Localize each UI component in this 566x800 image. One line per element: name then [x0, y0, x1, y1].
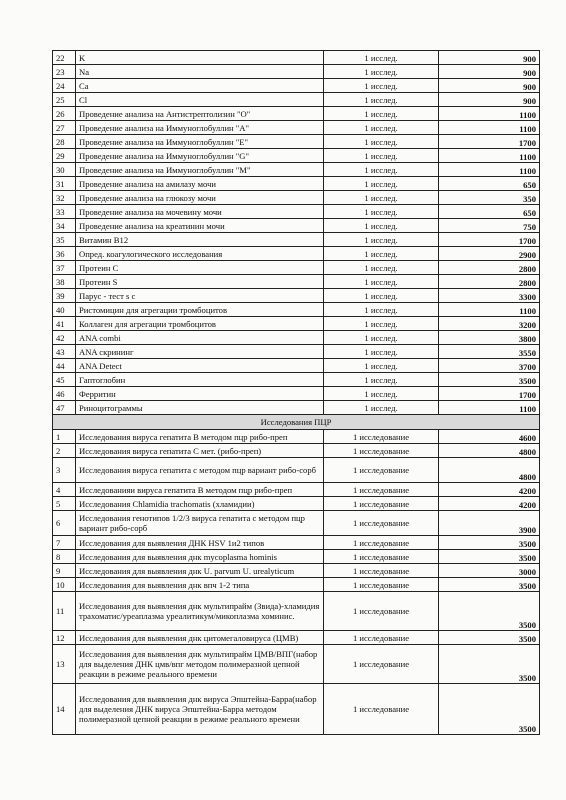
price-cell: 3000: [439, 564, 540, 578]
row-number: 23: [53, 65, 76, 79]
test-name: ANA Detect: [76, 359, 324, 373]
unit-cell: 1 исслед.: [324, 373, 439, 387]
price-cell: 3500: [439, 684, 540, 735]
row-number: 45: [53, 373, 76, 387]
table-row: [53, 592, 540, 631]
row-number: 39: [53, 289, 76, 303]
price-cell: 350: [439, 191, 540, 205]
table-row: [53, 430, 540, 444]
test-name: Протеин S: [76, 275, 324, 289]
row-number: 43: [53, 345, 76, 359]
test-name: Проведение анализа на креатинин мочи: [76, 219, 324, 233]
price-cell: 650: [439, 205, 540, 219]
table-row: [53, 65, 540, 79]
table-row: [53, 458, 540, 483]
row-number: 42: [53, 331, 76, 345]
test-name: K: [76, 51, 324, 65]
row-number: 36: [53, 247, 76, 261]
price-cell: 900: [439, 65, 540, 79]
unit-cell: 1 исслед.: [324, 331, 439, 345]
row-number: 10: [53, 578, 76, 592]
test-name: Исследования вируса гепатита В методом пцр рибо-преп: [76, 430, 324, 444]
test-name: Проведение анализа на мочевину мочи: [76, 205, 324, 219]
table-row: [53, 401, 540, 415]
unit-cell: 1 исследование: [324, 430, 439, 444]
test-name: Исследования для выявления днк мультипрайм (Звида)-хламидия трахоматис/уреаплазма уреалитикум/микоплазма хоминис.: [76, 592, 324, 631]
table-row: [53, 359, 540, 373]
table-row: [53, 578, 540, 592]
table-row: [53, 275, 540, 289]
row-number: 6: [53, 511, 76, 536]
table-row: [53, 107, 540, 121]
price-cell: 1700: [439, 233, 540, 247]
test-name: Исследования для выявления днк вируса Эпштейна-Барра(набор для выделения ДНК вируса Эпштейна-Барра методом полимеразной цепной реакции в режиме реального времени: [76, 684, 324, 735]
pcr-section: [53, 415, 540, 430]
row-number: 13: [53, 645, 76, 684]
price-cell: 4200: [439, 483, 540, 497]
row-number: 30: [53, 163, 76, 177]
row-number: 35: [53, 233, 76, 247]
unit-cell: 1 исследование: [324, 684, 439, 735]
test-name: Гаптоглобин: [76, 373, 324, 387]
price-cell: 1100: [439, 107, 540, 121]
price-cell: 3500: [439, 578, 540, 592]
unit-cell: 1 исслед.: [324, 107, 439, 121]
row-number: 41: [53, 317, 76, 331]
unit-cell: 1 исслед.: [324, 51, 439, 65]
price-cell: 4200: [439, 497, 540, 511]
price-cell: 3500: [439, 373, 540, 387]
table-row: [53, 317, 540, 331]
row-number: 32: [53, 191, 76, 205]
price-cell: 1100: [439, 121, 540, 135]
unit-cell: 1 исслед.: [324, 219, 439, 233]
price-cell: 3800: [439, 331, 540, 345]
table-row: [53, 387, 540, 401]
price-cell: 3550: [439, 345, 540, 359]
table-row: [53, 631, 540, 645]
unit-cell: 1 исслед.: [324, 317, 439, 331]
table-row: [53, 645, 540, 684]
test-name: Проведение анализа на Иммуноглобуллин "Е": [76, 135, 324, 149]
unit-cell: 1 исслед.: [324, 247, 439, 261]
row-number: 9: [53, 564, 76, 578]
test-name: Исследования вируса гепатита с методом пцр вариант рибо-сорб: [76, 458, 324, 483]
unit-cell: 1 исслед.: [324, 65, 439, 79]
table-row: [53, 684, 540, 735]
test-name: Исследования для выявления днк U. parvum U. urealyticum: [76, 564, 324, 578]
test-name: Na: [76, 65, 324, 79]
table-row: [53, 219, 540, 233]
table-row: [53, 550, 540, 564]
test-name: ANA combi: [76, 331, 324, 345]
unit-cell: 1 исслед.: [324, 79, 439, 93]
price-cell: 900: [439, 51, 540, 65]
row-number: 14: [53, 684, 76, 735]
test-name: Исследования для выявления днк цитомегаловируса (ЦМВ): [76, 631, 324, 645]
test-name: Проведение анализа на Иммуноглобуллин "М": [76, 163, 324, 177]
price-cell: 2800: [439, 275, 540, 289]
unit-cell: 1 исслед.: [324, 121, 439, 135]
table-row: [53, 564, 540, 578]
test-name: Коллаген для агрегации тромбоцитов: [76, 317, 324, 331]
unit-cell: 1 исслед.: [324, 359, 439, 373]
unit-cell: 1 исслед.: [324, 289, 439, 303]
test-name: Исследования вируса гепатита С мет. (рибо-преп): [76, 444, 324, 458]
table-row: [53, 163, 540, 177]
unit-cell: 1 исслед.: [324, 401, 439, 415]
test-name: Проведение анализа на Иммуноглобуллин "G": [76, 149, 324, 163]
row-number: 1: [53, 430, 76, 444]
price-cell: 3700: [439, 359, 540, 373]
row-number: 34: [53, 219, 76, 233]
table-row: [53, 345, 540, 359]
row-number: 27: [53, 121, 76, 135]
test-name: Исследования генотипов 1/2/3 вируса гепатита с методом пцр вариант рибо-сорб: [76, 511, 324, 536]
table-row: [53, 93, 540, 107]
row-number: 25: [53, 93, 76, 107]
row-number: 26: [53, 107, 76, 121]
unit-cell: 1 исследование: [324, 592, 439, 631]
unit-cell: 1 исследование: [324, 511, 439, 536]
test-name: Исследованияи вируса гепатита В методом пцр рибо-преп: [76, 483, 324, 497]
test-name: Витамин В12: [76, 233, 324, 247]
price-cell: 3300: [439, 289, 540, 303]
price-cell: 3500: [439, 631, 540, 645]
test-name: Проведение анализа на Иммуноглобуллин "А": [76, 121, 324, 135]
test-name: Проведение анализа на глюкозу мочи: [76, 191, 324, 205]
price-cell: 2800: [439, 261, 540, 275]
row-number: 38: [53, 275, 76, 289]
row-number: 28: [53, 135, 76, 149]
price-cell: 4600: [439, 430, 540, 444]
row-number: 5: [53, 497, 76, 511]
price-cell: 3200: [439, 317, 540, 331]
table-row: [53, 497, 540, 511]
row-number: 7: [53, 536, 76, 550]
test-name: Ферритин: [76, 387, 324, 401]
section-title: Исследования ПЦР: [53, 415, 540, 430]
test-name: Исследования для выявления ДНК HSV 1и2 типов: [76, 536, 324, 550]
lab-tests-table-body: [53, 51, 540, 415]
table-row: [53, 483, 540, 497]
test-name: Проведение анализа на Антистрептолизин "О": [76, 107, 324, 121]
price-cell: 1100: [439, 149, 540, 163]
unit-cell: 1 исслед.: [324, 163, 439, 177]
unit-cell: 1 исследование: [324, 564, 439, 578]
test-name: Исследования Chlamidia trachomatis (хламидии): [76, 497, 324, 511]
unit-cell: 1 исследование: [324, 458, 439, 483]
unit-cell: 1 исслед.: [324, 191, 439, 205]
row-number: 40: [53, 303, 76, 317]
table-row: [53, 177, 540, 191]
row-number: 31: [53, 177, 76, 191]
price-cell: 3500: [439, 592, 540, 631]
row-number: 37: [53, 261, 76, 275]
table-row: [53, 289, 540, 303]
price-cell: 900: [439, 93, 540, 107]
unit-cell: 1 исслед.: [324, 233, 439, 247]
unit-cell: 1 исследование: [324, 578, 439, 592]
test-name: Проведение анализа на амилазу мочи: [76, 177, 324, 191]
unit-cell: 1 исслед.: [324, 205, 439, 219]
row-number: 2: [53, 444, 76, 458]
price-cell: 2900: [439, 247, 540, 261]
table-row: [53, 247, 540, 261]
row-number: 11: [53, 592, 76, 631]
table-row: [53, 303, 540, 317]
test-name: Исследования для выявления днк впч 1-2 типа: [76, 578, 324, 592]
unit-cell: 1 исслед.: [324, 93, 439, 107]
test-name: Ристомицин для агрегации тромбоцитов: [76, 303, 324, 317]
table-row: [53, 135, 540, 149]
table-row: [53, 121, 540, 135]
row-number: 24: [53, 79, 76, 93]
unit-cell: 1 исслед.: [324, 135, 439, 149]
unit-cell: 1 исслед.: [324, 275, 439, 289]
row-number: 29: [53, 149, 76, 163]
unit-cell: 1 исследование: [324, 645, 439, 684]
test-name: Исследования для выявления днк mycoplasma hominis: [76, 550, 324, 564]
unit-cell: 1 исслед.: [324, 177, 439, 191]
test-name: Cl: [76, 93, 324, 107]
test-name: Риноцитограммы: [76, 401, 324, 415]
pcr-tests-table-body: [53, 430, 540, 735]
price-cell: 750: [439, 219, 540, 233]
row-number: 4: [53, 483, 76, 497]
test-name: Опред. коагулогического исследования: [76, 247, 324, 261]
table-row: [53, 511, 540, 536]
row-number: 33: [53, 205, 76, 219]
price-cell: 3500: [439, 536, 540, 550]
table-row: [53, 233, 540, 247]
test-name: Исследования для выявления днк мультипрайм ЦМВ/ВПГ(набор для выделения ДНК цмв/впг методом полимеразной цепной реакции в режиме реального времени: [76, 645, 324, 684]
table-row: [53, 205, 540, 219]
test-name: ANA скрининг: [76, 345, 324, 359]
table-row: [53, 373, 540, 387]
price-cell: 1100: [439, 163, 540, 177]
table-row: [53, 79, 540, 93]
unit-cell: 1 исслед.: [324, 149, 439, 163]
unit-cell: 1 исследование: [324, 483, 439, 497]
unit-cell: 1 исслед.: [324, 303, 439, 317]
price-cell: 900: [439, 79, 540, 93]
unit-cell: 1 исследование: [324, 497, 439, 511]
row-number: 3: [53, 458, 76, 483]
test-name: Протеин С: [76, 261, 324, 275]
unit-cell: 1 исследование: [324, 631, 439, 645]
price-cell: 1700: [439, 387, 540, 401]
test-name: Парус - тест s c: [76, 289, 324, 303]
price-cell: 4800: [439, 444, 540, 458]
row-number: 44: [53, 359, 76, 373]
table-row: [53, 51, 540, 65]
table-row: [53, 261, 540, 275]
unit-cell: 1 исследование: [324, 444, 439, 458]
unit-cell: 1 исследование: [324, 536, 439, 550]
price-table: [52, 50, 540, 735]
price-cell: 4800: [439, 458, 540, 483]
row-number: 8: [53, 550, 76, 564]
table-row: [53, 191, 540, 205]
row-number: 12: [53, 631, 76, 645]
row-number: 47: [53, 401, 76, 415]
unit-cell: 1 исслед.: [324, 345, 439, 359]
price-cell: 3500: [439, 645, 540, 684]
price-cell: 3500: [439, 550, 540, 564]
price-cell: 650: [439, 177, 540, 191]
row-number: 22: [53, 51, 76, 65]
table-row: [53, 444, 540, 458]
table-row: [53, 149, 540, 163]
table-row: [53, 536, 540, 550]
price-cell: 3900: [439, 511, 540, 536]
row-number: 46: [53, 387, 76, 401]
unit-cell: 1 исслед.: [324, 387, 439, 401]
table-row: [53, 331, 540, 345]
section-header-row: [53, 415, 540, 430]
price-cell: 1700: [439, 135, 540, 149]
unit-cell: 1 исслед.: [324, 261, 439, 275]
price-cell: 1100: [439, 303, 540, 317]
price-cell: 1100: [439, 401, 540, 415]
test-name: Ca: [76, 79, 324, 93]
unit-cell: 1 исследование: [324, 550, 439, 564]
